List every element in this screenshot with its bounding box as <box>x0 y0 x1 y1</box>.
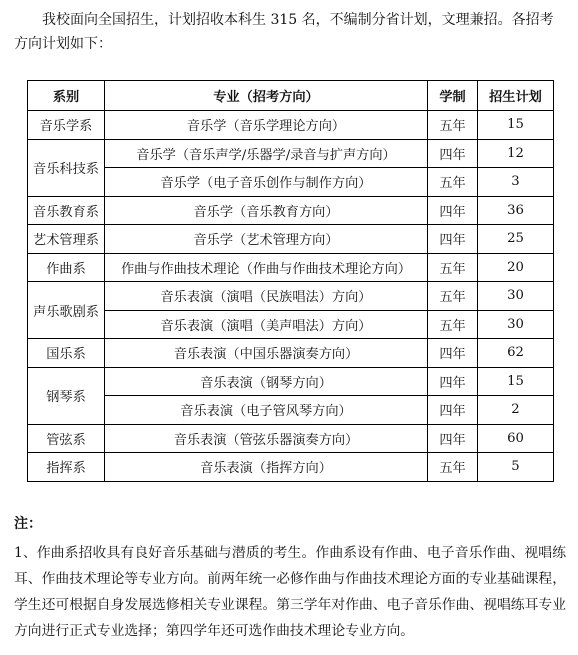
table-body <box>28 111 554 482</box>
cell-major: 作曲与作曲技术理论（作曲与作曲技术理论方向） <box>105 253 428 282</box>
cell-major: 音乐表演（演唱（民族唱法）方向） <box>105 282 428 311</box>
cell-major: 音乐表演（管弦乐器演奏方向） <box>105 424 428 453</box>
table-row <box>28 396 554 425</box>
note-text: 1、作曲系招收具有良好音乐基础与潜质的考生。作曲系设有作曲、电子音乐作曲、视唱练耳、作曲技术理论等专业方向。前两年统一必修作曲与作曲技术理论方面的专业基础课程，学生还可根据自身发展选修相关专业课程。第三学年对作曲、电子音乐作曲、视唱练耳专业方向进行正式专业选择；第四学年还可选作曲技术理论专业方向。 <box>14 545 566 639</box>
table-row <box>28 196 554 225</box>
cell-major: 音乐学（音乐教育方向） <box>105 196 428 225</box>
cell-quota: 30 <box>478 310 554 339</box>
cell-duration: 五年 <box>428 168 478 197</box>
cell-major: 音乐学（音乐学理论方向） <box>105 111 428 140</box>
cell-department: 音乐学系 <box>28 111 105 140</box>
intro-paragraph: 我校面向全国招生，计划招收本科生 315 名，不编制分省计划，文理兼招。各招考方向计划如下： <box>14 12 554 52</box>
cell-quota: 2 <box>478 396 554 425</box>
cell-quota: 5 <box>478 453 554 482</box>
header-duration: 学制 <box>428 81 478 111</box>
cell-duration: 四年 <box>428 339 478 368</box>
cell-duration: 四年 <box>428 196 478 225</box>
cell-department: 声乐歌剧系 <box>28 282 105 339</box>
table-row <box>28 253 554 282</box>
cell-quota: 12 <box>478 139 554 168</box>
cell-duration: 四年 <box>428 367 478 396</box>
cell-major: 音乐表演（钢琴方向） <box>105 367 428 396</box>
cell-major: 音乐表演（电子管风琴方向） <box>105 396 428 425</box>
cell-department: 钢琴系 <box>28 367 105 424</box>
header-quota: 招生计划 <box>478 81 554 111</box>
cell-department: 音乐教育系 <box>28 196 105 225</box>
cell-department: 音乐科技系 <box>28 139 105 196</box>
cell-major: 音乐学（电子音乐创作与制作方向） <box>105 168 428 197</box>
table-header-row <box>28 81 554 111</box>
header-major: 专业（招考方向） <box>105 81 428 111</box>
table-row <box>28 168 554 197</box>
cell-quota: 30 <box>478 282 554 311</box>
table-row <box>28 111 554 140</box>
cell-duration: 四年 <box>428 424 478 453</box>
cell-major: 音乐表演（指挥方向） <box>105 453 428 482</box>
table-row <box>28 367 554 396</box>
table-row <box>28 225 554 254</box>
cell-quota: 15 <box>478 111 554 140</box>
cell-duration: 四年 <box>428 225 478 254</box>
cell-quota: 25 <box>478 225 554 254</box>
note-title: 注： <box>14 516 42 532</box>
cell-department: 指挥系 <box>28 453 105 482</box>
table-row <box>28 139 554 168</box>
cell-duration: 五年 <box>428 282 478 311</box>
cell-department: 国乐系 <box>28 339 105 368</box>
cell-quota: 60 <box>478 424 554 453</box>
cell-department: 管弦系 <box>28 424 105 453</box>
table-row <box>28 282 554 311</box>
cell-duration: 五年 <box>428 310 478 339</box>
cell-quota: 20 <box>478 253 554 282</box>
cell-quota: 36 <box>478 196 554 225</box>
cell-department: 艺术管理系 <box>28 225 105 254</box>
cell-quota: 3 <box>478 168 554 197</box>
table-row <box>28 339 554 368</box>
table-row <box>28 453 554 482</box>
cell-department: 作曲系 <box>28 253 105 282</box>
table-row <box>28 310 554 339</box>
cell-major: 音乐学（音乐声学/乐器学/录音与扩声方向） <box>105 139 428 168</box>
header-department: 系别 <box>28 81 105 111</box>
table-row <box>28 424 554 453</box>
cell-major: 音乐表演（演唱（美声唱法）方向） <box>105 310 428 339</box>
cell-duration: 五年 <box>428 253 478 282</box>
cell-duration: 四年 <box>428 396 478 425</box>
cell-duration: 四年 <box>428 139 478 168</box>
cell-duration: 五年 <box>428 453 478 482</box>
cell-major: 音乐表演（中国乐器演奏方向） <box>105 339 428 368</box>
cell-duration: 五年 <box>428 111 478 140</box>
enrollment-plan-table <box>27 80 554 482</box>
cell-quota: 62 <box>478 339 554 368</box>
cell-quota: 15 <box>478 367 554 396</box>
cell-major: 音乐学（艺术管理方向） <box>105 225 428 254</box>
